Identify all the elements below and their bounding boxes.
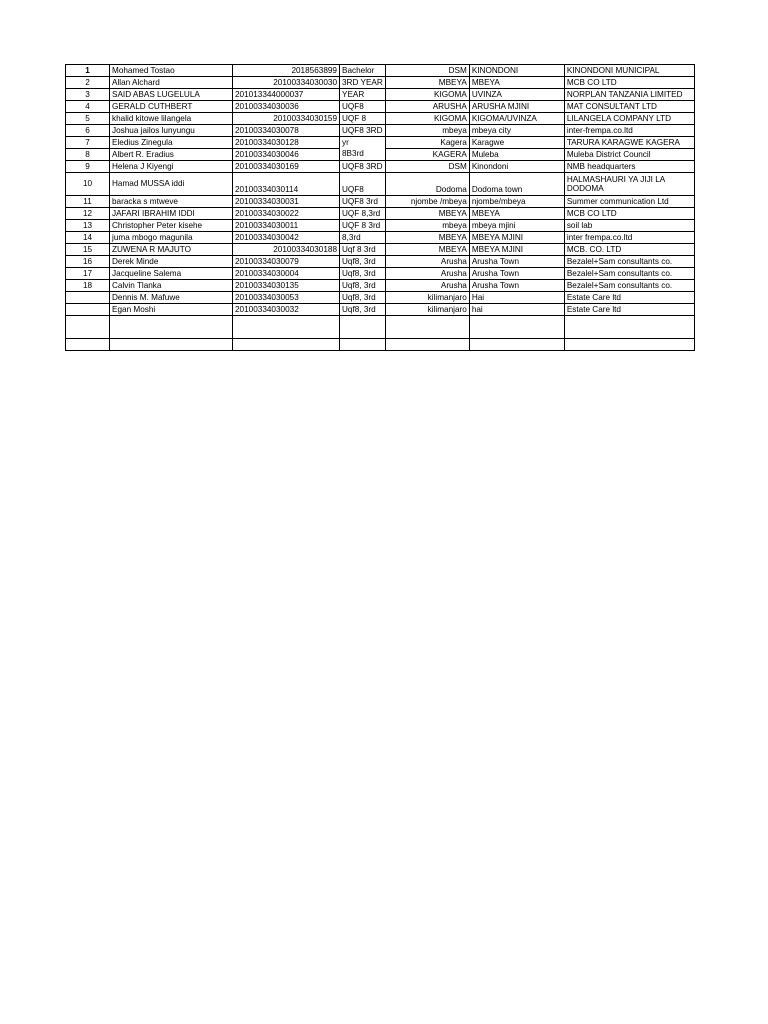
organization: MCB CO LTD [564,208,694,220]
student-name: SAID ABAS LUGELULA [110,89,233,101]
registration-number: 2018563899 [233,65,340,77]
course-level: UQF8 3RD [340,161,386,173]
organization: Bezalel+Sam consultants co. [564,268,694,280]
district: KIGOMA/UVINZA [469,113,564,125]
district: UVINZA [469,89,564,101]
empty-cell [233,316,340,339]
registration-number: 20100334030114 [233,173,340,196]
registration-number: 20100334030022 [233,208,340,220]
organization: Bezalel+Sam consultants co. [564,280,694,292]
empty-cell [469,339,564,351]
table-row [66,280,695,292]
row-number: 18 [66,280,110,292]
district: mbeya mjini [469,220,564,232]
organization: NORPLAN TANZANIA LIMITED [564,89,694,101]
student-name: Joshua jailos lunyungu [110,125,233,137]
registration-number: 20100334030128 [233,137,340,149]
region: KIGOMA [385,89,469,101]
student-name: Eledius Zinegula [110,137,233,149]
course-level: UQF 8 [340,113,386,125]
row-number: 7 [66,137,110,149]
district: ARUSHA MJINI [469,101,564,113]
region: Kagera [385,137,469,149]
student-placement-table [65,64,695,351]
table-row [66,101,695,113]
region: Arusha [385,280,469,292]
student-name: Dennis M. Mafuwe [110,292,233,304]
student-name: khalid kitowe lilangela [110,113,233,125]
course-level: Uqf8, 3rd [340,256,386,268]
empty-row [66,339,695,351]
student-name: Mohamed Tostao [110,65,233,77]
table-row [66,256,695,268]
district: njombe/mbeya [469,196,564,208]
district: Kinondoni [469,161,564,173]
district: MBEYA [469,77,564,89]
registration-number: 20100334030036 [233,101,340,113]
table-row [66,196,695,208]
empty-cell [340,339,386,351]
region: ARUSHA [385,101,469,113]
region: kilimanjaro [385,304,469,316]
student-name: Jacqueline Salema [110,268,233,280]
region: njombe /mbeya [385,196,469,208]
course-level: Uqf8, 3rd [340,268,386,280]
student-name: juma mbogo magunila [110,232,233,244]
empty-cell [110,339,233,351]
table-row [66,220,695,232]
course-level: UQF8 [340,173,386,196]
table-row [66,232,695,244]
row-number: 8 [66,149,110,161]
course-level: 3RD YEAR [340,77,386,89]
district: mbeya city [469,125,564,137]
organization: soil lab [564,220,694,232]
student-name: Allan Alchard [110,77,233,89]
row-number: 1 [66,65,110,77]
table-row [66,304,695,316]
student-name: GERALD CUTHBERT [110,101,233,113]
table-row [66,77,695,89]
student-name: JAFARI IBRAHIM IDDI [110,208,233,220]
row-number: 12 [66,208,110,220]
region: mbeya [385,125,469,137]
empty-cell [564,316,694,339]
row-number: 3 [66,89,110,101]
empty-cell [110,316,233,339]
organization: LILANGELA COMPANY LTD [564,113,694,125]
row-number: 2 [66,77,110,89]
student-name: ZUWENA R MAJUTO [110,244,233,256]
table-row [66,244,695,256]
region: Dodoma [385,173,469,196]
row-number: 14 [66,232,110,244]
table-row [66,125,695,137]
organization: Estate Care ltd [564,292,694,304]
registration-number: 20100334030169 [233,161,340,173]
course-level: Uqf8, 3rd [340,280,386,292]
registration-number: 20100334030053 [233,292,340,304]
course-level: 8,3rd [340,232,386,244]
organization: inter-frempa.co.ltd [564,125,694,137]
registration-number: 20100334030046 [233,149,340,161]
course-level: Uqf 8 3rd [340,244,386,256]
region: Arusha [385,256,469,268]
course-level: UQF8 [340,101,386,113]
registration-number: 20100334030135 [233,280,340,292]
student-name: Calvin Tlanka [110,280,233,292]
row-number: 15 [66,244,110,256]
organization: MAT CONSULTANT LTD [564,101,694,113]
district: MBEYA MJINI [469,244,564,256]
district: KINONDONI [469,65,564,77]
course-level: Uqf8, 3rd [340,292,386,304]
course-level: 8B3rd [340,149,386,161]
organization: NMB headquarters [564,161,694,173]
region: mbeya [385,220,469,232]
registration-number: 20100334030030 [233,77,340,89]
row-number [66,304,110,316]
district: MBEYA MJINI [469,232,564,244]
district: hai [469,304,564,316]
empty-cell [66,316,110,339]
organization: Bezalel+Sam consultants co. [564,256,694,268]
table-row [66,292,695,304]
row-number: 5 [66,113,110,125]
table-row [66,89,695,101]
district: Arusha Town [469,268,564,280]
empty-row [66,316,695,339]
district: MBEYA [469,208,564,220]
district: Arusha Town [469,280,564,292]
organization: MCB. CO. LTD [564,244,694,256]
registration-number: 20100334030078 [233,125,340,137]
table-row [66,149,695,161]
region: kilimanjaro [385,292,469,304]
course-level: Uqf8, 3rd [340,304,386,316]
empty-cell [340,316,386,339]
table-row [66,268,695,280]
registration-number: 201013344000037 [233,89,340,101]
region: KAGERA [385,149,469,161]
row-number: 16 [66,256,110,268]
row-number: 17 [66,268,110,280]
district: Hai [469,292,564,304]
student-name: Egan Moshi [110,304,233,316]
course-level: YEAR [340,89,386,101]
district: Muleba [469,149,564,161]
district: Karagwe [469,137,564,149]
region: MBEYA [385,244,469,256]
registration-number: 20100334030011 [233,220,340,232]
organization: Estate Care ltd [564,304,694,316]
table-row [66,137,695,149]
row-number: 4 [66,101,110,113]
row-number: 13 [66,220,110,232]
organization: TARURA KARAGWE KAGERA [564,137,694,149]
row-number: 9 [66,161,110,173]
region: MBEYA [385,232,469,244]
empty-cell [66,339,110,351]
organization: Muleba District Council [564,149,694,161]
organization: MCB CO LTD [564,77,694,89]
course-level: UQF8 3rd [340,196,386,208]
region: Arusha [385,268,469,280]
empty-cell [385,339,469,351]
organization: Summer communication Ltd [564,196,694,208]
table-row [66,65,695,77]
region: DSM [385,65,469,77]
row-number: 11 [66,196,110,208]
registration-number: 20100334030042 [233,232,340,244]
district: Dodoma town [469,173,564,196]
course-level: yr [340,137,386,149]
registration-number: 20100334030032 [233,304,340,316]
student-name: Albert R. Eradius [110,149,233,161]
student-name: baracka s mtweve [110,196,233,208]
organization: inter frempa.co.ltd [564,232,694,244]
region: MBEYA [385,77,469,89]
table-row [66,208,695,220]
course-level: UQF 8 3rd [340,220,386,232]
registration-number: 20100334030188 [233,244,340,256]
row-number [66,292,110,304]
student-name: Helena J Kiyengi [110,161,233,173]
course-level: Bachelor [340,65,386,77]
empty-cell [233,339,340,351]
empty-cell [469,316,564,339]
student-name: Christopher Peter kisehe [110,220,233,232]
empty-cell [385,316,469,339]
registration-number: 20100334030004 [233,268,340,280]
registration-number: 20100334030079 [233,256,340,268]
row-number: 6 [66,125,110,137]
region: MBEYA [385,208,469,220]
registration-number: 20100334030031 [233,196,340,208]
registration-number: 20100334030159 [233,113,340,125]
empty-cell [564,339,694,351]
organization: HALMASHAURI YA JIJI LA DODOMA [564,173,694,196]
row-number: 10 [66,173,110,196]
course-level: UQF8 3RD [340,125,386,137]
district: Arusha Town [469,256,564,268]
table-row [66,173,695,196]
table-row [66,161,695,173]
student-name: Hamad MUSSA iddi [110,173,233,196]
table-row [66,113,695,125]
region: DSM [385,161,469,173]
organization: KINONDONI MUNICIPAL [564,65,694,77]
region: KIGOMA [385,113,469,125]
course-level: UQF 8,3rd [340,208,386,220]
student-name: Derek Minde [110,256,233,268]
